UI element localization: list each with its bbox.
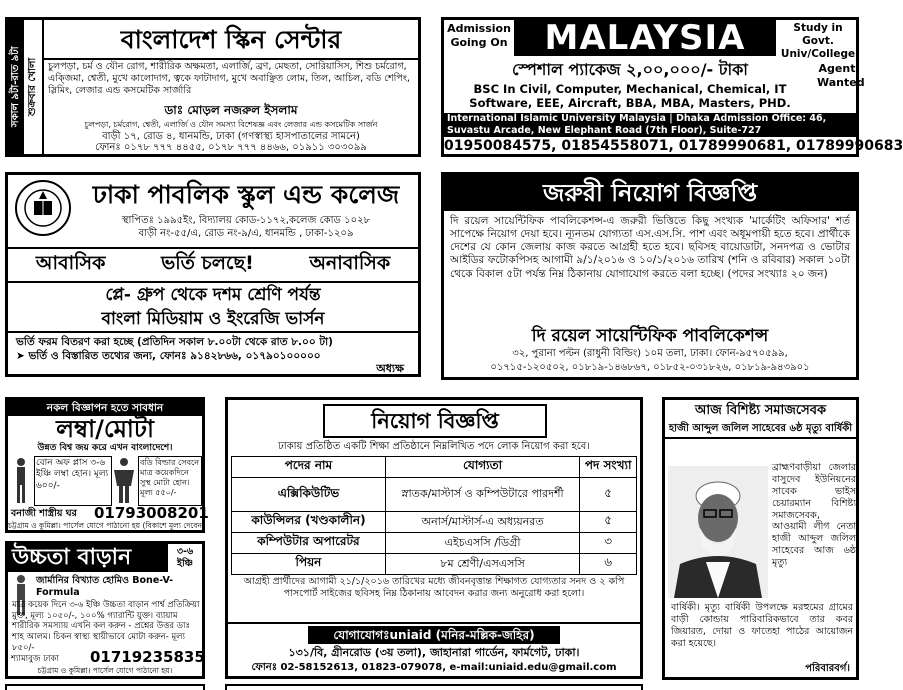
obituary-ad <box>662 397 859 680</box>
height-ad-right-box: বডি বিল্ডার সেবনে মাত্র কয়েকদিনে সুস্থ মোটা হোন। মূল্য ৫৫০/- <box>138 456 202 506</box>
recruit-table-title-box <box>323 404 547 438</box>
malaysia-office: International Islamic University Malaysia | Dhaka Admission Office: 46, Suvastu Arcade, New Elephant Road (7th Floor), Suite-727 <box>444 113 856 137</box>
recruit-table-note: আগ্রহী প্রার্থীদের আগামী ২১/১/২০১৬ তারিখের মধ্যে জীবনবৃত্তান্ত শিক্ষাগত যোগ্যতার সনদ ও ২ কপি পাসপোর্ট সাইজের ছবিসহ নিম্ন ঠিকানায় আবেদন করার জন্য অনুরোধ করা হলো। <box>243 576 625 599</box>
position-table <box>231 456 637 575</box>
recruit-phone: ফোনঃ 02-58152613, 01823-079078, <box>251 662 447 673</box>
row-count: ৬ <box>580 554 637 575</box>
height-weight-ad <box>5 397 209 533</box>
urgent-recruit-phones: ০১৭১৫-১২০৫০২, ০১৮১৯-১৪৬৮৬৭, ০১৮৫২-০৩১৮২৬, ০১৮১৯-৯৪৩৯০১ <box>490 362 810 373</box>
skin-center-hours: সকাল ৯টা-রাত ৯টা <box>8 20 24 154</box>
row-qualification: অনার্স/মাস্টার্স-এ অধ্যয়নরত <box>385 512 579 533</box>
height-ad-phone: 01793008201 <box>94 504 209 522</box>
non-residential-label: অনাবাসিক <box>309 252 391 274</box>
recruit-table-intro: ঢাকায় প্রতিষ্ঠিত একটি শিক্ষা প্রতিষ্ঠানে নিম্নলিখিত পদে লোক নিয়োগ করা হবে। <box>278 441 590 452</box>
bodybuilder-icon <box>111 456 137 504</box>
classes-line-2: বাংলা মিডিয়াম ও ইংরেজি ভার্সন <box>8 307 418 333</box>
recruit-email: e-mail:uniaid.edu@gmail.com <box>449 662 617 673</box>
malaysia-ad <box>441 17 903 157</box>
row-qualification: স্নাতক/মাস্টার্স ও কম্পিউটারে পারদর্শী <box>385 478 579 512</box>
recruit-address: ১৩১/বি, গ্রীনরোড (৩য় তলা), জাহানারা গার্ডেন, ফার্মগেট, ঢাকা। <box>288 646 580 659</box>
skin-center-side-bar <box>8 20 44 154</box>
skin-center-friday: শুক্রবার খোলা <box>27 57 38 117</box>
taller-ad-inches: ৩-৬ ইঞ্চি <box>176 546 194 569</box>
row-count: ৫ <box>580 512 637 533</box>
skin-center-title: বাংলাদেশ স্কিন সেন্টার <box>44 22 418 60</box>
header-qualification: যোগ্যতা <box>385 457 579 478</box>
height-ad-shop: বনাজী শাস্ত্রীয় ঘর <box>11 508 77 519</box>
urgent-recruit-address: ৩২, পুরানা পল্টন (রাধুনী বিল্ডিং) ১০ম তলা, ঢাকা। ফোন-৯৫৭০৫৯৯, <box>512 348 788 359</box>
taller-ad-clinic: শ্যামাবুজ ঢাকা <box>11 654 59 664</box>
header-count: পদ সংখ্যা <box>580 457 637 478</box>
height-ad-subtitle: উন্নত বিশ্ব জয় করে এখন বাংলাদেশে। <box>37 443 173 453</box>
form-info: ভর্তি ফরম বিতরণ করা হচ্ছে (প্রতিদিন সকাল ৮.০০টা থেকে রাত ৮.০০ টা) <box>16 336 333 348</box>
urgent-recruit-title: জরুরী নিয়োগ বিজ্ঞপ্তি <box>444 175 856 211</box>
classes-line-1: প্লে- গ্রুপ থেকে দশম শ্রেণি পর্যন্ত <box>105 285 321 305</box>
school-crest-icon <box>14 179 72 237</box>
dhaka-school-founded: স্থাপিতঃ ১৯৯৫ইং, বিদ্যালয় কোড-১১৭২,কলেজ কোড ১০২৮ <box>121 215 371 226</box>
taller-ad-phone: 01719235835 <box>90 648 205 666</box>
portrait-photo <box>668 466 768 598</box>
skin-center-specialty: চুলপড়া, চর্মরোগ, শ্বেতী, এলার্জি ও যৌন সমস্যা বিশেষজ্ঞ এবং লেজার এন্ড কসমেটিক সার্জন <box>84 120 378 129</box>
table-row <box>232 533 637 554</box>
recruit-phone-email <box>228 661 640 674</box>
taller-ad <box>5 541 205 679</box>
row-position: পিয়ন <box>232 554 386 575</box>
urgent-recruit-ad <box>441 172 859 380</box>
height-ad-footer: চট্টগ্রাম ও কুমিল্লা। পার্সেল যোগে পাঠানো হয় (বিকাশে মূল্য দেবেন) <box>8 521 205 530</box>
recruit-contact-title-wrap <box>308 626 560 644</box>
row-position: কাউন্সিলর (খণ্ডকালীন) <box>232 512 386 533</box>
height-figure-icon <box>10 456 32 504</box>
malaysia-study: Study in Govt. Univ/College <box>780 22 856 61</box>
recruit-contact-title: যোগাযোগঃuniaid (মনির-মল্লিক-জহির) <box>333 628 535 642</box>
row-qualification: ৮ম শ্রেণী/এসএসসি <box>385 554 579 575</box>
height-ad-left-box: বোন অফ প্লাস ৩-৬ ইঞ্চি লম্বা হোন। মূল্য ৬০০/- <box>34 456 112 506</box>
urgent-recruit-body: দি রয়েল সায়েন্টিফিক পাবলিকেশন্স-এ জরুরী ভিত্তিতে কিছু সংখ্যক 'মার্কেটিং অফিসার' শর্ত সাপেক্ষে নিয়োগ দেয়া হবে। ন্যূনতম যোগ্যতা এস.এস.সি. পাশ এবং অধূমপায়ী হতে হবে। প্রার্থীকে দেশের যে কোন জেলায় কাজ করতে আগ্রহী হতে হবে। ছবিসহ বায়োডাটা, সনদপত্র ও ভোটার আইডির ফটোকপিসহ আগামী ৯/১/২০১৬ ও ১০/১/২০১৬ তারিখ (শনি ও রবিবার) সকাল ১০টা থেকে বিকাল ৫টা পর্যন্ত নিম্ন ঠিকানায় যোগাযোগ করতে বলা হচ্ছে। (পদের সংখ্যাঃ ২০ জন) <box>450 215 850 280</box>
dhaka-school-address: বাড়ী নং-৫৫/এ, রোড নং-৯/এ, ধানমন্ডি , ঢাকা-১২০৯ <box>138 228 354 239</box>
admission-row <box>8 247 418 283</box>
table-header-row <box>232 457 637 478</box>
malaysia-agent: Agent Wanted <box>817 62 865 89</box>
obituary-heading-1: আজ বিশিষ্ট্য সমাজসেবক <box>694 403 827 418</box>
next-ad-strip-left <box>5 684 205 690</box>
obituary-family: পরিবারবর্গ। <box>805 663 850 674</box>
malaysia-courses: BSC In Civil, Computer, Mechanical, Chemical, IT Software, EEE, Aircraft, BBA, MBA, Masters, PHD. <box>469 82 791 111</box>
table-row <box>232 512 637 533</box>
row-position: কম্পিউটার অপারেটর <box>232 533 386 554</box>
dhaka-school-title: ঢাকা পাবলিক স্কুল এন্ড কলেজ <box>92 180 400 209</box>
urgent-recruit-company: দি রয়েল সায়েন্টিফিক পাবলিকেশন্স <box>531 326 769 346</box>
skin-center-address: বাড়ী ১৭, রোড ৪, ধানমন্ডি, ঢাকা (গণস্বাস্থ্য হাসপাতালের সামনে) <box>102 131 360 142</box>
recruit-table-title: নিয়োগ বিজ্ঞপ্তি <box>371 409 499 433</box>
header-position: পদের নাম <box>232 457 386 478</box>
row-count: ৫ <box>580 478 637 512</box>
row-qualification: এইচএসসি /ডিগ্রী <box>385 533 579 554</box>
admission-on-label: ভর্তি চলছে! <box>161 252 254 274</box>
residential-label: আবাসিক <box>35 252 106 274</box>
contact-box <box>228 622 640 678</box>
taller-ad-footer: চট্টগ্রাম ও কুমিল্লা। পার্সেল যোগে পাঠানো হয়। <box>37 666 173 675</box>
skin-center-ad <box>5 17 421 157</box>
principal-sign: অধ্যক্ষ <box>376 362 404 375</box>
malaysia-admission-badge: Admission Going On <box>447 22 511 49</box>
malaysia-phones: 01950084575, 01854558071, 01789990681, 01789990683 <box>444 138 903 154</box>
skin-center-phones: ফোনঃ ০১৭৮ ৭৭৭ ৪৪৫৫, ০১৭৮ ৭৭৭ ৪৪৬৬, ০১৯১১ ৩০৩০৯৯ <box>95 142 367 153</box>
skin-center-doctor: ডাঃ মোড়ল নজরুল ইসলাম <box>164 103 298 117</box>
dhaka-school-ad <box>5 172 421 377</box>
taller-ad-title: উচ্চতা বাড়ান <box>8 544 168 572</box>
malaysia-title: MALAYSIA <box>514 20 776 56</box>
row-count: ৩ <box>580 533 637 554</box>
contact-info: ➤ ভর্তি ও বিস্তারিত তথ্যের জন্য, ফোনঃ ৯১৪২৮৬৬, ০১৭৯০১০০০০০ <box>16 350 321 362</box>
recruit-table <box>231 456 637 575</box>
table-row <box>232 554 637 575</box>
recruit-table-ad <box>225 397 643 679</box>
taller-ad-body: মাত্র কয়েক দিনে ৩-৬ ইঞ্চি উচ্চতা বাড়ান পার্শ্ব প্রতিক্রিয়া মুক্ত, মূল্য ১০৫০/-, ১০০% গ্যারান্টি যুক্ত। ব্যায়াম শারীরিক সমস্যায় এখনি কল করুন - প্রশ্নের উত্তর ডাঃ শাহ আলম। চিকন স্বাস্থ্য স্থায়ীভাবে মোটা করুন- মূল্য ৮৫০/- <box>12 600 200 653</box>
fake-ad-warning: নকল বিজ্ঞাপন হতে সাবধান <box>8 400 202 416</box>
table-row <box>232 478 637 512</box>
next-ad-strip-middle <box>225 684 643 690</box>
obituary-right-text: ব্রাহ্মণবাড়ীয়া জেলার বাসুদেব ইউনিয়নের সাবেক ভাইস চেয়ারম্যান বিশিষ্ট্য সমাজসেবক, আওয়ামী লীগ নেতা হাজী আব্দুল জলিল সাহেবের আজ ৬ষ্ঠ মৃত্যু <box>772 462 856 568</box>
obituary-heading-2: হাজী আব্দুল জলিল সাহেবের ৬ষ্ঠ মৃত্যু বার্ষিকী <box>665 421 856 439</box>
row-position: এক্সিকিউটিভ <box>232 478 386 512</box>
skin-center-services: চুলপড়া, চর্ম ও যৌন রোগ, শারীরিক অক্ষমতা, এলার্জি, ব্রণ, মেছতা, সোরিয়াসিস, শিশু চর্মরোগ, এক্জিমা, শ্বেতী, মুখে কালোদাগ, ত্বকে ফাটাদাগ, মুখে অবাঞ্ছিত লোম, তিল, আচিল, বডি শেপিং, স্লিমিং, লেজার এন্ড কসমেটিক সার্জারি <box>48 61 410 96</box>
obituary-bottom-text: বার্ষিকী। মৃত্যু বার্ষিকী উপলক্ষে মরহুমের গ্রামের বাড়ী কোন্ডায় পারিবারিকভাবে তার কবর জিয়ারত, দোয়া ও ফাতেহা পাঠের আয়োজন করা হয়েছে। <box>671 602 853 649</box>
malaysia-package: স্পেশাল প্যাকেজ ২,০০,০০০/- টাকা <box>512 60 748 79</box>
taller-ad-product: জার্মানির বিখ্যাত হোমিও Bone-V-Formula <box>36 575 174 598</box>
height-ad-title: লম্বা/মোটা <box>56 415 154 443</box>
